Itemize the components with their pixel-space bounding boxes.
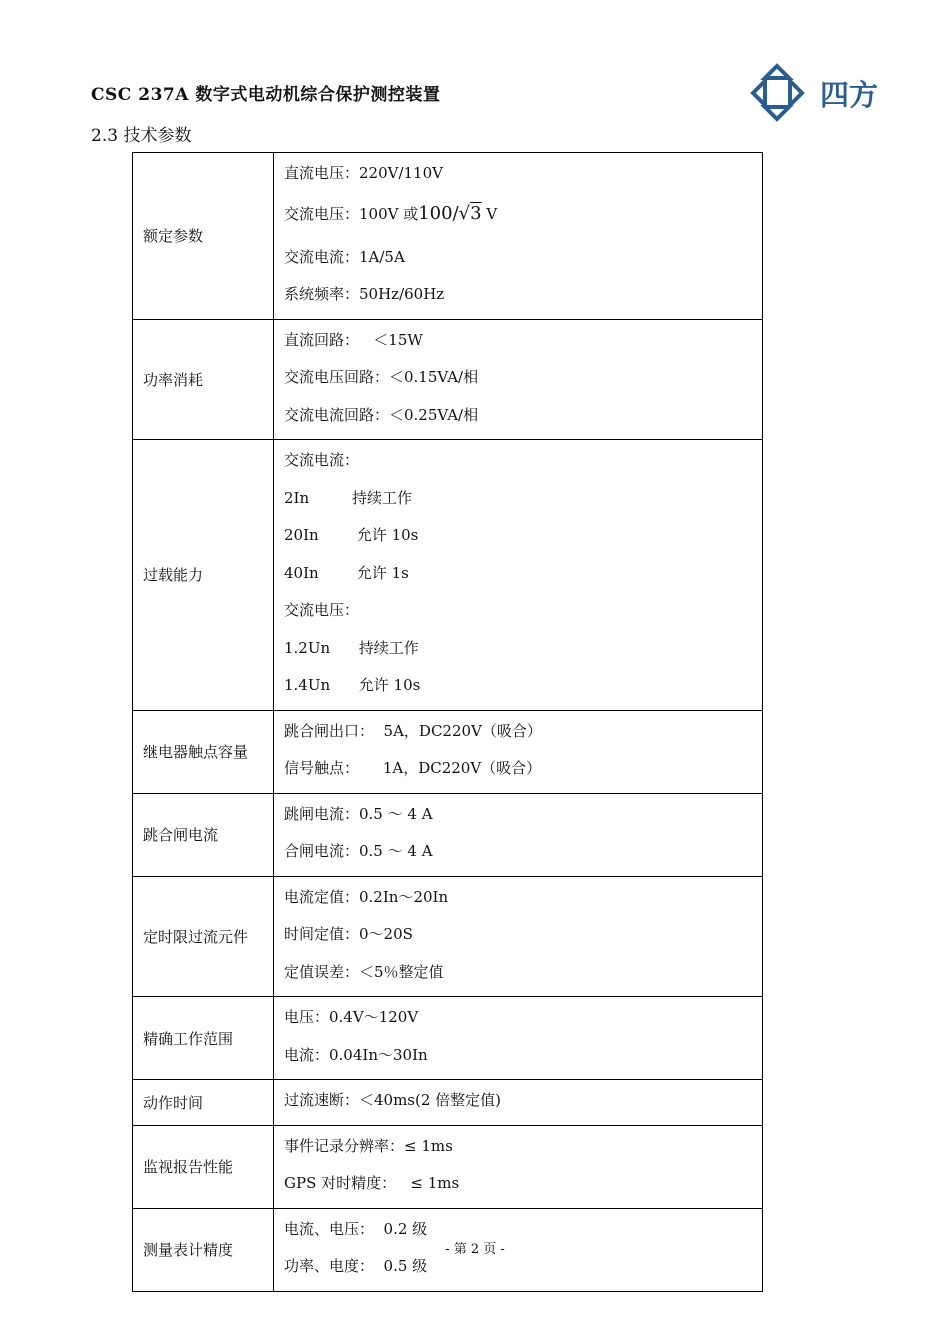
value-line: 交流电压： <box>284 601 360 619</box>
row-label: 监视报告性能 <box>133 1125 274 1208</box>
row-values <box>274 876 763 997</box>
page-number: - 第 2 页 - <box>445 1242 505 1257</box>
row-label: 测量表计精度 <box>133 1208 274 1291</box>
value-line: 交流电流回路：＜0.25VA/相 <box>284 405 479 424</box>
value-line: 电压：0.4V～120V <box>284 1008 419 1026</box>
value-line: 1.2Un 持续工作 <box>284 638 419 657</box>
value-line: 事件记录分辨率：≤ 1ms <box>284 1136 453 1155</box>
document-title: CSC 237A 数字式电动机综合保护测控装置 <box>91 85 441 105</box>
value-line: 过流速断：＜40ms(2 倍整定值) <box>284 1091 502 1109</box>
value-line: 1.4Un 允许 10s <box>284 676 421 694</box>
row-values <box>274 440 763 711</box>
value-line: 跳合闸出口： 5A，DC220V（吸合） <box>284 721 542 740</box>
value-line: 交流电流：1A/5A <box>284 247 405 266</box>
voltage-formula: 100/√3 <box>418 202 482 224</box>
row-label: 过载能力 <box>133 440 274 711</box>
table-row <box>133 710 763 793</box>
technical-parameters-table <box>132 152 763 1292</box>
value-line: 定值误差：＜5％整定值 <box>284 962 444 981</box>
value-line: 功率、电度： 0.5 级 <box>284 1257 428 1275</box>
table-row <box>133 319 763 440</box>
value-line: 20In 允许 10s <box>284 526 419 544</box>
row-label: 精确工作范围 <box>133 997 274 1080</box>
value-line: 电流、电压： 0.2 级 <box>284 1219 428 1238</box>
row-values <box>274 1080 763 1126</box>
table-row <box>133 1080 763 1126</box>
value-line: 跳闸电流：0.5 ～ 4 A <box>284 804 433 823</box>
table-row <box>133 440 763 711</box>
value-line: 时间定值：0～20S <box>284 925 413 943</box>
table-row <box>133 1125 763 1208</box>
company-logo <box>750 63 900 125</box>
row-label: 功率消耗 <box>133 319 274 440</box>
value-line: 系统频率：50Hz/60Hz <box>284 285 445 303</box>
row-values <box>274 1125 763 1208</box>
section-title: 2.3 技术参数 <box>91 126 192 146</box>
row-label: 跳合闸电流 <box>133 793 274 876</box>
row-label: 定时限过流元件 <box>133 876 274 997</box>
value-line: 40In 允许 1s <box>284 563 409 582</box>
value-line: GPS 对时精度： ≤ 1ms <box>284 1174 460 1192</box>
row-values <box>274 319 763 440</box>
table-row <box>133 876 763 997</box>
value-line: 2In 持续工作 <box>284 488 413 507</box>
row-label: 动作时间 <box>133 1080 274 1126</box>
value-line: 交流电压：100V 或100/√3 V <box>284 202 498 224</box>
value-line: 合闸电流：0.5 ～ 4 A <box>284 842 433 860</box>
row-values <box>274 153 763 320</box>
value-line: 直流电压：220V/110V <box>284 164 443 182</box>
diamond-arrows-icon <box>750 63 900 125</box>
row-label: 额定参数 <box>133 153 274 320</box>
value-line: 电流：0.04In～30In <box>284 1045 428 1064</box>
logo-text: 四方 <box>820 78 879 112</box>
value-line: 电流定值：0.2In～20In <box>284 887 449 906</box>
table-row <box>133 153 763 320</box>
row-values <box>274 793 763 876</box>
value-line: 直流回路： ＜15W <box>284 330 423 349</box>
value-line: 交流电压回路：＜0.15VA/相 <box>284 368 479 386</box>
value-line: 交流电流： <box>284 451 360 469</box>
value-line: 信号触点： 1A，DC220V（吸合） <box>284 759 542 777</box>
row-label: 继电器触点容量 <box>133 710 274 793</box>
table-row <box>133 997 763 1080</box>
row-values <box>274 997 763 1080</box>
table-row <box>133 793 763 876</box>
row-values <box>274 710 763 793</box>
